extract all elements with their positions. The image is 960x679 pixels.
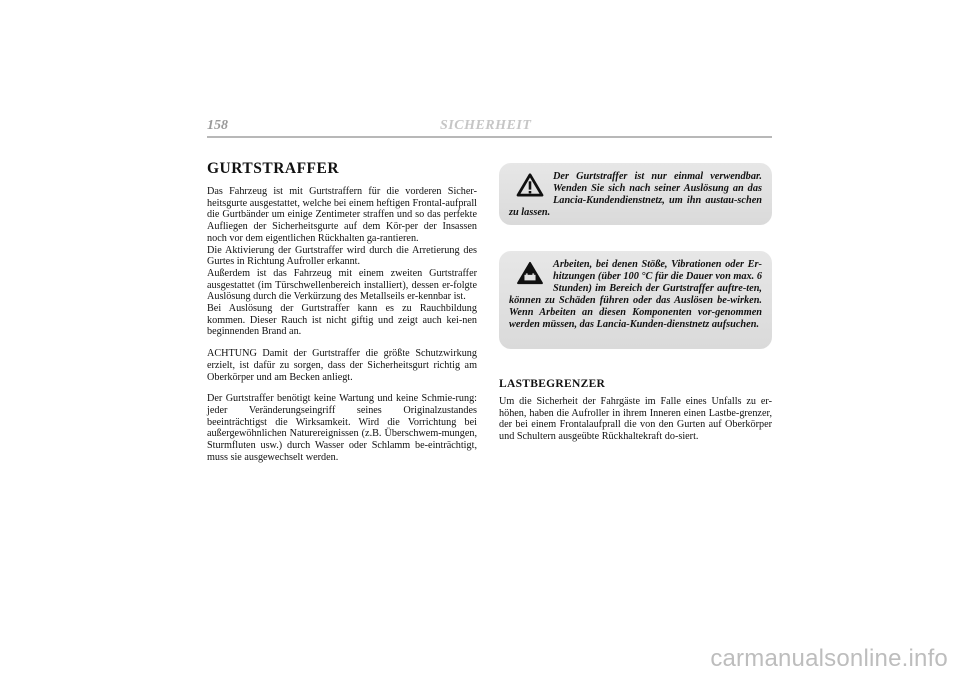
section-heading: GURTSTRAFFER [207, 160, 340, 177]
warning-text-single-use: Der Gurtstraffer ist nur einmal verwendbar. Wenden Sie sich nach seiner Auslösung an das Lancia-Kundendienstnetz, um ihn austau-schen zu lassen. [509, 171, 762, 218]
paragraph-maintenance: Der Gurtstraffer benötigt keine Wartung und keine Schmie-rung: jeder Veränderungseingriff seines Originalzustandes beeinträchtigst die Wirksamkeit. Wird die Vorrichtung bei außergewöhnlichen Naturereignissen (z.B. Überschwem-mungen, Sturmfluten usw.) durch Wasser oder Schlamm be-einträchtigt, muss sie ausgewechselt werden. [207, 393, 477, 463]
paragraph-smoke: Bei Auslösung der Gurtstraffer kann es zu Rauchbildung kommen. Dieser Rauch ist nicht giftig und zeigt auch kei-nen beginnenden Brand an. [207, 303, 477, 338]
section-title: SICHERHEIT [440, 118, 532, 133]
watermark: carmanualsonline.info [710, 645, 948, 672]
page-number: 158 [207, 118, 228, 133]
warning-box-heat-vibration [499, 251, 772, 349]
warning-text-heat-vibration: Arbeiten, bei denen Stöße, Vibrationen oder Er-hitzungen (über 100 °C für die Dauer von max. 6 Stunden) im Bereich der Gurtstraffer auftre-ten, können zu Schäden führen oder das Auslösen be-wirken. Wenn Arbeiten an diesen Komponenten vor-genommen werden müssen, das Lancia-Kunden-dienstnetz aufsuchen. [509, 259, 762, 330]
header-rule [207, 136, 772, 138]
paragraph-caution: ACHTUNG Damit der Gurtstraffer die größte Schutzwirkung erzielt, ist dafür zu sorgen, dass der Sicherheitsgurt richtig am Oberkörper und am Becken anliegt. [207, 348, 477, 383]
left-column [207, 160, 477, 463]
paragraph-second-pretensioner: Außerdem ist das Fahrzeug mit einem zweiten Gurtstraffer ausgestattet (im Türschwellenbereich installiert), dessen er-folgte Auslösung durch die Verkürzung des Metallseils er-kennbar ist. [207, 267, 477, 303]
warning-box-single-use [499, 163, 772, 225]
subsection-heading: LASTBEGRENZER [499, 378, 606, 390]
warning-triangle-icon [515, 173, 545, 197]
paragraph-activation: Die Aktivierung der Gurtstraffer wird durch die Arretierung des Gurtes in Richtung Aufroller erkannt. [207, 244, 477, 268]
battery-warning-icon [515, 261, 545, 285]
paragraph-load-limiter: Um die Sicherheit der Fahrgäste im Falle eines Unfalls zu er-höhen, haben die Aufroller in ihrem Inneren einen Lastbe-grenzer, der bei einem Frontalaufprall die von den Gurten auf Oberkörper und Schultern ausgeübte Rückhaltekraft do-siert. [499, 396, 772, 443]
page-header [207, 118, 772, 138]
right-column [499, 378, 772, 443]
paragraph-intro: Das Fahrzeug ist mit Gurtstraffern für die vorderen Sicher-heitsgurte ausgestattet, welche bei einem heftigen Frontal-aufprall die Gurtbänder um einige Zentimeter straffen und so das perfekte Aufliegen der Sicherheitsgurte auf dem Kör-per der Insassen noch vor dem eigentlichen Rückhalten ga-rantieren. [207, 186, 477, 244]
